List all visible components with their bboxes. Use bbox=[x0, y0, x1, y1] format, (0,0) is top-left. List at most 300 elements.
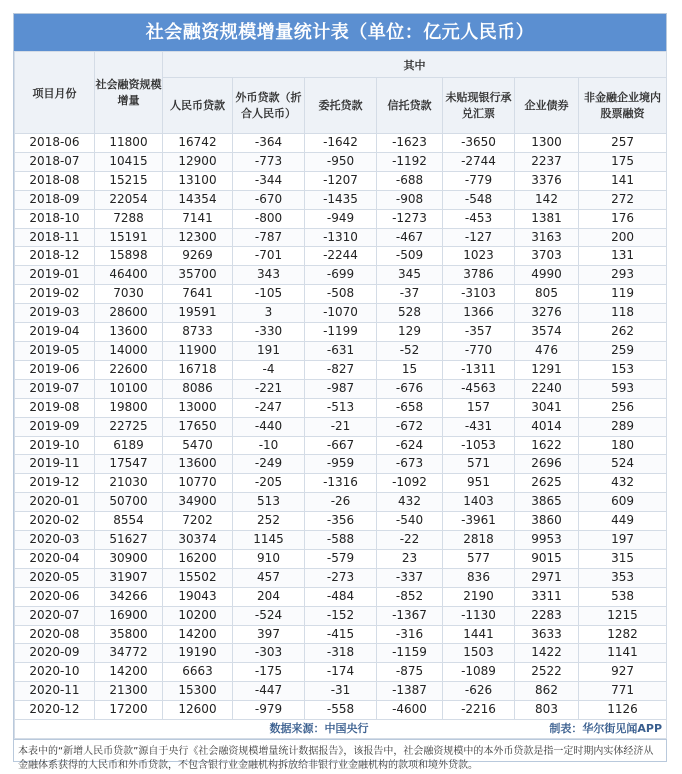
table-cell: -431 bbox=[443, 417, 515, 436]
table-cell: -127 bbox=[443, 228, 515, 247]
table-cell: 3276 bbox=[515, 304, 579, 323]
table-cell: 862 bbox=[515, 682, 579, 701]
table-cell: -2744 bbox=[443, 152, 515, 171]
table-cell: -105 bbox=[233, 285, 305, 304]
table-row bbox=[15, 247, 667, 266]
table-cell: 10200 bbox=[163, 606, 233, 625]
table-cell: -852 bbox=[377, 587, 443, 606]
table-row bbox=[15, 701, 667, 720]
table-cell: 1291 bbox=[515, 360, 579, 379]
table-row bbox=[15, 285, 667, 304]
table-cell: 22054 bbox=[95, 190, 163, 209]
table-cell: 1503 bbox=[443, 644, 515, 663]
table-cell: 538 bbox=[579, 587, 667, 606]
table-cell: -4600 bbox=[377, 701, 443, 720]
table-cell: 15898 bbox=[95, 247, 163, 266]
table-cell: -1273 bbox=[377, 209, 443, 228]
row-month: 2019-02 bbox=[15, 285, 95, 304]
table-cell: -4563 bbox=[443, 379, 515, 398]
row-month: 2019-01 bbox=[15, 266, 95, 285]
table-cell: -979 bbox=[233, 701, 305, 720]
table-cell: 4014 bbox=[515, 417, 579, 436]
row-month: 2019-07 bbox=[15, 379, 95, 398]
table-cell: 2625 bbox=[515, 474, 579, 493]
row-month: 2020-09 bbox=[15, 644, 95, 663]
table-cell: 315 bbox=[579, 549, 667, 568]
row-month: 2020-10 bbox=[15, 663, 95, 682]
table-cell: 10415 bbox=[95, 152, 163, 171]
table-cell: 34266 bbox=[95, 587, 163, 606]
table-row bbox=[15, 606, 667, 625]
table-row bbox=[15, 568, 667, 587]
table-cell: 7288 bbox=[95, 209, 163, 228]
table-cell: -3961 bbox=[443, 512, 515, 531]
table-cell: 3786 bbox=[443, 266, 515, 285]
row-month: 2019-05 bbox=[15, 341, 95, 360]
table-cell: 513 bbox=[233, 493, 305, 512]
table-cell: 432 bbox=[377, 493, 443, 512]
table-cell: -2244 bbox=[305, 247, 377, 266]
table-row bbox=[15, 455, 667, 474]
row-month: 2020-04 bbox=[15, 549, 95, 568]
table-row bbox=[15, 134, 667, 153]
row-month: 2020-01 bbox=[15, 493, 95, 512]
table-row bbox=[15, 493, 667, 512]
table-cell: 252 bbox=[233, 512, 305, 531]
table-cell: 343 bbox=[233, 266, 305, 285]
table-cell: 13100 bbox=[163, 171, 233, 190]
table-cell: 8554 bbox=[95, 512, 163, 531]
table-cell: -26 bbox=[305, 493, 377, 512]
table-cell: -357 bbox=[443, 323, 515, 342]
table-cell: -524 bbox=[233, 606, 305, 625]
table-cell: 7141 bbox=[163, 209, 233, 228]
table-cell: 593 bbox=[579, 379, 667, 398]
table-cell: 9269 bbox=[163, 247, 233, 266]
data-source: 数据来源：中国央行 bbox=[15, 720, 377, 739]
table-cell: 7030 bbox=[95, 285, 163, 304]
table-cell: 1145 bbox=[233, 531, 305, 550]
table-cell: 34772 bbox=[95, 644, 163, 663]
row-month: 2019-08 bbox=[15, 398, 95, 417]
table-cell: 30374 bbox=[163, 531, 233, 550]
table-cell: 1622 bbox=[515, 436, 579, 455]
table-cell: -467 bbox=[377, 228, 443, 247]
table-cell: -22 bbox=[377, 531, 443, 550]
table-cell: 262 bbox=[579, 323, 667, 342]
table-cell: 910 bbox=[233, 549, 305, 568]
table-cell: 10770 bbox=[163, 474, 233, 493]
row-month: 2018-10 bbox=[15, 209, 95, 228]
table-cell: 293 bbox=[579, 266, 667, 285]
table-cell: -631 bbox=[305, 341, 377, 360]
table-cell: -558 bbox=[305, 701, 377, 720]
row-month: 2019-09 bbox=[15, 417, 95, 436]
table-cell: -4 bbox=[233, 360, 305, 379]
table-cell: 17547 bbox=[95, 455, 163, 474]
table-cell: -688 bbox=[377, 171, 443, 190]
table-cell: -415 bbox=[305, 625, 377, 644]
row-month: 2020-08 bbox=[15, 625, 95, 644]
table-cell: 3865 bbox=[515, 493, 579, 512]
table-cell: -1311 bbox=[443, 360, 515, 379]
table-cell: 129 bbox=[377, 323, 443, 342]
table-cell: 16718 bbox=[163, 360, 233, 379]
table-cell: -1435 bbox=[305, 190, 377, 209]
table-cell: -1130 bbox=[443, 606, 515, 625]
table-cell: 23 bbox=[377, 549, 443, 568]
table-cell: 345 bbox=[377, 266, 443, 285]
row-month: 2020-07 bbox=[15, 606, 95, 625]
table-cell: -21 bbox=[305, 417, 377, 436]
table-cell: -175 bbox=[233, 663, 305, 682]
table-cell: 13600 bbox=[95, 323, 163, 342]
table-cell: -37 bbox=[377, 285, 443, 304]
header-fx-loans: 外币贷款（折合人民币） bbox=[233, 78, 305, 134]
table-cell: 16200 bbox=[163, 549, 233, 568]
table-cell: 31907 bbox=[95, 568, 163, 587]
table-row bbox=[15, 323, 667, 342]
table-cell: -174 bbox=[305, 663, 377, 682]
table-cell: 1300 bbox=[515, 134, 579, 153]
table-cell: 14354 bbox=[163, 190, 233, 209]
table-cell: 15215 bbox=[95, 171, 163, 190]
table-cell: -673 bbox=[377, 455, 443, 474]
table-cell: -701 bbox=[233, 247, 305, 266]
table-cell: 3703 bbox=[515, 247, 579, 266]
table-cell: 256 bbox=[579, 398, 667, 417]
header-trust-loans: 信托贷款 bbox=[377, 78, 443, 134]
table-cell: 12600 bbox=[163, 701, 233, 720]
table-cell: 8733 bbox=[163, 323, 233, 342]
table-cell: -579 bbox=[305, 549, 377, 568]
table-row bbox=[15, 228, 667, 247]
table-cell: 118 bbox=[579, 304, 667, 323]
table-maker: 制表：华尔街见闻APP bbox=[377, 720, 667, 739]
table-cell: 3163 bbox=[515, 228, 579, 247]
table-cell: 191 bbox=[233, 341, 305, 360]
table-cell: 836 bbox=[443, 568, 515, 587]
footer-row bbox=[15, 720, 667, 739]
row-month: 2019-04 bbox=[15, 323, 95, 342]
table-cell: 16742 bbox=[163, 134, 233, 153]
table-row bbox=[15, 587, 667, 606]
table-cell: 17200 bbox=[95, 701, 163, 720]
header-equity-financing: 非金融企业境内股票融资 bbox=[579, 78, 667, 134]
table-cell: 571 bbox=[443, 455, 515, 474]
table-cell: 927 bbox=[579, 663, 667, 682]
table-cell: 204 bbox=[233, 587, 305, 606]
row-month: 2018-11 bbox=[15, 228, 95, 247]
header-rmb-loans: 人民币贷款 bbox=[163, 78, 233, 134]
header-total: 社会融资规模增量 bbox=[95, 52, 163, 134]
table-cell: 771 bbox=[579, 682, 667, 701]
table-cell: -908 bbox=[377, 190, 443, 209]
row-month: 2019-06 bbox=[15, 360, 95, 379]
table-cell: 7641 bbox=[163, 285, 233, 304]
table-cell: -3650 bbox=[443, 134, 515, 153]
table-cell: 2190 bbox=[443, 587, 515, 606]
table-cell: 15300 bbox=[163, 682, 233, 701]
table-cell: 30900 bbox=[95, 549, 163, 568]
table-cell: 259 bbox=[579, 341, 667, 360]
table-row bbox=[15, 398, 667, 417]
table-row bbox=[15, 474, 667, 493]
row-month: 2019-10 bbox=[15, 436, 95, 455]
table-row bbox=[15, 360, 667, 379]
table-cell: 34900 bbox=[163, 493, 233, 512]
header-month: 项目月份 bbox=[15, 52, 95, 134]
table-cell: -699 bbox=[305, 266, 377, 285]
table-cell: 8086 bbox=[163, 379, 233, 398]
table-cell: 353 bbox=[579, 568, 667, 587]
table-cell: -800 bbox=[233, 209, 305, 228]
table-row bbox=[15, 379, 667, 398]
row-month: 2020-06 bbox=[15, 587, 95, 606]
table-cell: 153 bbox=[579, 360, 667, 379]
table-cell: 805 bbox=[515, 285, 579, 304]
table-cell: 11900 bbox=[163, 341, 233, 360]
table-row bbox=[15, 190, 667, 209]
table-cell: -1199 bbox=[305, 323, 377, 342]
table-cell: 1023 bbox=[443, 247, 515, 266]
table-cell: 175 bbox=[579, 152, 667, 171]
table-cell: 3311 bbox=[515, 587, 579, 606]
row-month: 2020-02 bbox=[15, 512, 95, 531]
table-cell: 1422 bbox=[515, 644, 579, 663]
table-cell: 432 bbox=[579, 474, 667, 493]
table-cell: -540 bbox=[377, 512, 443, 531]
table-cell: 200 bbox=[579, 228, 667, 247]
table-cell: 609 bbox=[579, 493, 667, 512]
table-cell: 1126 bbox=[579, 701, 667, 720]
table-cell: 951 bbox=[443, 474, 515, 493]
table-cell: 457 bbox=[233, 568, 305, 587]
table-cell: 9015 bbox=[515, 549, 579, 568]
table-cell: -787 bbox=[233, 228, 305, 247]
table-cell: 12300 bbox=[163, 228, 233, 247]
table-cell: 35700 bbox=[163, 266, 233, 285]
header-group: 其中 bbox=[163, 52, 667, 78]
table-cell: 2237 bbox=[515, 152, 579, 171]
table-row bbox=[15, 549, 667, 568]
table-cell: 1141 bbox=[579, 644, 667, 663]
table-cell: -959 bbox=[305, 455, 377, 474]
table-cell: -10 bbox=[233, 436, 305, 455]
table-cell: -484 bbox=[305, 587, 377, 606]
table-cell: 1441 bbox=[443, 625, 515, 644]
table-cell: 141 bbox=[579, 171, 667, 190]
table-cell: 10100 bbox=[95, 379, 163, 398]
table-cell: -152 bbox=[305, 606, 377, 625]
table-cell: -588 bbox=[305, 531, 377, 550]
table-cell: 7202 bbox=[163, 512, 233, 531]
table-cell: 180 bbox=[579, 436, 667, 455]
table-cell: 476 bbox=[515, 341, 579, 360]
table-cell: -1367 bbox=[377, 606, 443, 625]
table-cell: 3633 bbox=[515, 625, 579, 644]
table-cell: 13600 bbox=[163, 455, 233, 474]
table-cell: -667 bbox=[305, 436, 377, 455]
table-cell: 1282 bbox=[579, 625, 667, 644]
table-cell: -249 bbox=[233, 455, 305, 474]
row-month: 2020-05 bbox=[15, 568, 95, 587]
table-cell: -987 bbox=[305, 379, 377, 398]
table-cell: -548 bbox=[443, 190, 515, 209]
table-cell: -1192 bbox=[377, 152, 443, 171]
table-cell: -670 bbox=[233, 190, 305, 209]
table-cell: 2696 bbox=[515, 455, 579, 474]
row-month: 2019-12 bbox=[15, 474, 95, 493]
table-cell: 449 bbox=[579, 512, 667, 531]
table-cell: 528 bbox=[377, 304, 443, 323]
table-cell: -1207 bbox=[305, 171, 377, 190]
table-cell: -950 bbox=[305, 152, 377, 171]
table-cell: 577 bbox=[443, 549, 515, 568]
table-cell: -624 bbox=[377, 436, 443, 455]
table-row bbox=[15, 152, 667, 171]
financing-table bbox=[14, 51, 667, 739]
table-cell: 14200 bbox=[95, 663, 163, 682]
table-cell: 19043 bbox=[163, 587, 233, 606]
table-cell: -1310 bbox=[305, 228, 377, 247]
table-cell: -676 bbox=[377, 379, 443, 398]
table-cell: 4990 bbox=[515, 266, 579, 285]
table-row bbox=[15, 304, 667, 323]
table-cell: -770 bbox=[443, 341, 515, 360]
row-month: 2018-12 bbox=[15, 247, 95, 266]
table-row bbox=[15, 663, 667, 682]
table-cell: 1215 bbox=[579, 606, 667, 625]
table-row bbox=[15, 531, 667, 550]
table-cell: 11800 bbox=[95, 134, 163, 153]
table-cell: -364 bbox=[233, 134, 305, 153]
table-cell: -658 bbox=[377, 398, 443, 417]
table-cell: 15191 bbox=[95, 228, 163, 247]
row-month: 2020-12 bbox=[15, 701, 95, 720]
table-cell: 2240 bbox=[515, 379, 579, 398]
table-row bbox=[15, 682, 667, 701]
table-cell: 803 bbox=[515, 701, 579, 720]
table-cell: -1642 bbox=[305, 134, 377, 153]
table-cell: -1316 bbox=[305, 474, 377, 493]
table-cell: 46400 bbox=[95, 266, 163, 285]
table-cell: -440 bbox=[233, 417, 305, 436]
table-cell: 9953 bbox=[515, 531, 579, 550]
table-cell: 157 bbox=[443, 398, 515, 417]
table-cell: 3 bbox=[233, 304, 305, 323]
table-cell: 142 bbox=[515, 190, 579, 209]
table-body bbox=[15, 134, 667, 720]
table-note: 本表中的“新增人民币贷款”源自于央行《社会融资规模增量统计数据报告》，该报告中，社会融资规模中的本外币贷款是指一定时期内实体经济从金融体系获得的人民币和外币贷款，不包含银行业金融机构拆放给非银行业金融机构的款项和境外贷款。 bbox=[14, 739, 666, 773]
row-month: 2018-07 bbox=[15, 152, 95, 171]
table-cell: -626 bbox=[443, 682, 515, 701]
table-cell: 15502 bbox=[163, 568, 233, 587]
table-cell: -827 bbox=[305, 360, 377, 379]
table-cell: -949 bbox=[305, 209, 377, 228]
table-cell: 12900 bbox=[163, 152, 233, 171]
table-cell: -330 bbox=[233, 323, 305, 342]
table-cell: 1381 bbox=[515, 209, 579, 228]
table-cell: 1366 bbox=[443, 304, 515, 323]
table-cell: 2818 bbox=[443, 531, 515, 550]
table-row bbox=[15, 625, 667, 644]
table-cell: -318 bbox=[305, 644, 377, 663]
table-cell: -221 bbox=[233, 379, 305, 398]
table-cell: -1623 bbox=[377, 134, 443, 153]
table-cell: -453 bbox=[443, 209, 515, 228]
table-cell: -508 bbox=[305, 285, 377, 304]
table-cell: -337 bbox=[377, 568, 443, 587]
table-cell: -1159 bbox=[377, 644, 443, 663]
stats-table-card bbox=[13, 13, 667, 772]
table-cell: 131 bbox=[579, 247, 667, 266]
header-undiscounted-bills: 未贴现银行承兑汇票 bbox=[443, 78, 515, 134]
table-cell: 2971 bbox=[515, 568, 579, 587]
table-cell: 6189 bbox=[95, 436, 163, 455]
table-cell: 397 bbox=[233, 625, 305, 644]
row-month: 2018-08 bbox=[15, 171, 95, 190]
table-cell: 2283 bbox=[515, 606, 579, 625]
table-cell: 19190 bbox=[163, 644, 233, 663]
table-cell: -31 bbox=[305, 682, 377, 701]
table-cell: 22725 bbox=[95, 417, 163, 436]
table-cell: 22600 bbox=[95, 360, 163, 379]
row-month: 2018-09 bbox=[15, 190, 95, 209]
table-cell: 2522 bbox=[515, 663, 579, 682]
table-cell: -344 bbox=[233, 171, 305, 190]
table-cell: -513 bbox=[305, 398, 377, 417]
table-cell: -509 bbox=[377, 247, 443, 266]
table-cell: 15 bbox=[377, 360, 443, 379]
table-header bbox=[15, 52, 667, 134]
header-corporate-bonds: 企业债券 bbox=[515, 78, 579, 134]
table-cell: -1387 bbox=[377, 682, 443, 701]
table-cell: -1070 bbox=[305, 304, 377, 323]
table-cell: -3103 bbox=[443, 285, 515, 304]
table-cell: 14200 bbox=[163, 625, 233, 644]
table-cell: 524 bbox=[579, 455, 667, 474]
row-month: 2020-11 bbox=[15, 682, 95, 701]
table-cell: -2216 bbox=[443, 701, 515, 720]
table-cell: 6663 bbox=[163, 663, 233, 682]
table-cell: 257 bbox=[579, 134, 667, 153]
table-cell: 3860 bbox=[515, 512, 579, 531]
header-entrusted-loans: 委托贷款 bbox=[305, 78, 377, 134]
table-cell: 16900 bbox=[95, 606, 163, 625]
table-row bbox=[15, 266, 667, 285]
table-cell: -1089 bbox=[443, 663, 515, 682]
table-cell: -316 bbox=[377, 625, 443, 644]
table-cell: 3376 bbox=[515, 171, 579, 190]
table-cell: 176 bbox=[579, 209, 667, 228]
table-row bbox=[15, 436, 667, 455]
table-row bbox=[15, 209, 667, 228]
table-cell: 21030 bbox=[95, 474, 163, 493]
table-cell: -1053 bbox=[443, 436, 515, 455]
table-cell: 3574 bbox=[515, 323, 579, 342]
table-cell: 5470 bbox=[163, 436, 233, 455]
table-cell: 51627 bbox=[95, 531, 163, 550]
table-row bbox=[15, 644, 667, 663]
table-cell: -52 bbox=[377, 341, 443, 360]
table-cell: 35800 bbox=[95, 625, 163, 644]
table-cell: 272 bbox=[579, 190, 667, 209]
row-month: 2019-11 bbox=[15, 455, 95, 474]
table-cell: -773 bbox=[233, 152, 305, 171]
table-cell: -672 bbox=[377, 417, 443, 436]
table-row bbox=[15, 417, 667, 436]
